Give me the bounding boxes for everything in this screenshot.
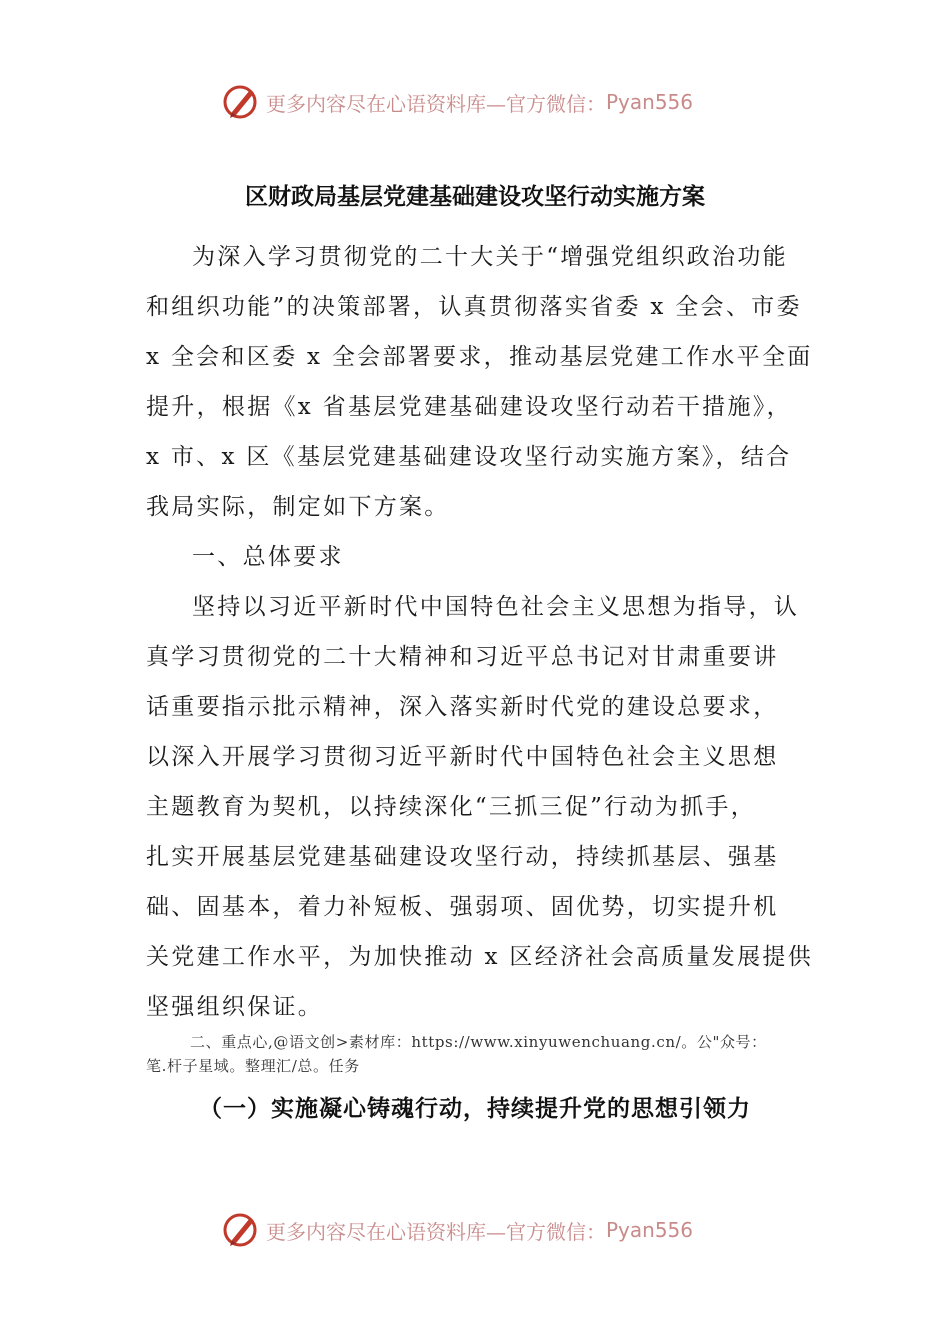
- paragraph-line: 关党建工作水平，为加快推动 x 区经济社会高质量发展提供: [146, 944, 813, 970]
- paragraph-line: x 市、x 区《基层党建基础建设攻坚行动实施方案》，结合: [146, 444, 792, 470]
- paragraph-line: 真学习贯彻党的二十大精神和习近平总书记对甘肃重要讲: [146, 644, 779, 670]
- paragraph-line: 话重要指示批示精神，深入落实新时代党的建设总要求，: [146, 694, 779, 720]
- banner-wechat-id: Pyan556: [606, 90, 694, 114]
- paragraph-line: 扎实开展基层党建基础建设攻坚行动，持续抓基层、强基: [146, 844, 779, 870]
- pen-logo-icon: [222, 1210, 262, 1250]
- footer-banner: [222, 1210, 742, 1250]
- paragraph-line: 为深入学习贯彻党的二十大关于“增强党组织政治功能: [192, 244, 788, 270]
- paragraph-line: 提升，根据《x 省基层党建基础建设攻坚行动若干措施》，: [146, 394, 792, 420]
- header-banner: [222, 82, 742, 122]
- pen-logo-icon: [222, 82, 262, 122]
- watermark-note-line: 二、重点心,@语文创>素材库：https://www.xinyuwenchuang.cn/。公"众号：: [190, 1033, 767, 1051]
- paragraph-line: x 全会和区委 x 全会部署要求，推动基层党建工作水平全面: [146, 344, 813, 370]
- paragraph-line: 和组织功能”的决策部署，认真贯彻落实省委 x 全会、市委: [146, 294, 802, 320]
- banner-text: 更多内容尽在心语资料库—官方微信：: [266, 1219, 606, 1244]
- paragraph-line: 主题教育为契机，以持续深化“三抓三促”行动为抓手，: [146, 794, 757, 820]
- paragraph-line: 础、固基本，着力补短板、强弱项、固优势，切实提升机: [146, 894, 779, 920]
- paragraph-line: 坚强组织保证。: [146, 994, 324, 1020]
- paragraph-line: 以深入开展学习贯彻习近平新时代中国特色社会主义思想: [146, 744, 779, 770]
- paragraph-line: 坚持以习近平新时代中国特色社会主义思想为指导，认: [192, 594, 800, 620]
- watermark-note-line: 笔.杆子星域。整理汇/总。任务: [146, 1057, 360, 1075]
- section-heading: （一）实施凝心铸魂行动，持续提升党的思想引领力: [199, 1095, 751, 1122]
- document-title: 区财政局基层党建基础建设攻坚行动实施方案: [245, 183, 705, 210]
- paragraph-line: 我局实际，制定如下方案。: [146, 494, 450, 520]
- banner-wechat-id: Pyan556: [606, 1218, 694, 1242]
- banner-text: 更多内容尽在心语资料库—官方微信：: [266, 91, 606, 116]
- section-title-general-requirements: 一、总体要求: [192, 544, 344, 570]
